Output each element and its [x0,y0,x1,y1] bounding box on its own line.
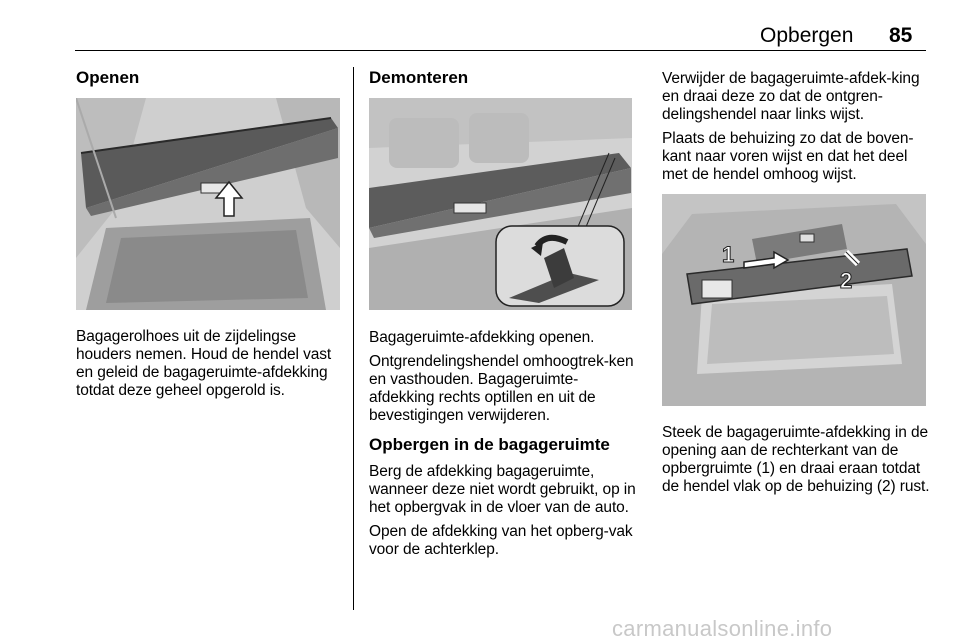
demonteren-step-1: Bagageruimte-afdekking openen. [369,329,595,346]
page-number: 85 [889,24,913,47]
cover-storage-illustration [662,194,926,406]
column-divider [353,67,354,610]
storage-step-3: Steek de bagageruimte-afdekking in de opening aan de rechterkant van de opbergruimte (1) en draai eraan totdat de hendel vlak op de behuizing (2) rust. [662,424,930,495]
callout-1-label: 1 [722,242,735,267]
page-header-title: Opbergen [760,24,854,47]
section-heading-demonteren: Demonteren [369,68,469,87]
column-3 [662,70,930,502]
opbergen-paragraph-1: Berg de afdekking bagageruimte, wanneer deze niet wordt gebruikt, op in het opbergvak in de vloer van de auto. [369,463,636,516]
column-1 [76,68,344,406]
section-heading-opbergen: Opbergen in de bagageruimte [369,435,610,454]
column-2 [369,68,637,565]
cargo-cover-open-illustration [76,98,340,310]
storage-step-2: Plaats de behuizing zo dat de boven-kant naar voren wijst en dat het deel met de hendel omhoog wijst. [662,130,914,183]
cargo-cover-removal-illustration [369,98,632,310]
callout-2-label: 2 [840,268,853,293]
storage-step-1: Verwijder de bagageruimte-afdek-king en draai deze zo dat de ontgren-delingshendel naar links wijst. [662,70,920,123]
watermark: carmanualsonline.info [612,616,833,641]
header-rule [75,50,926,51]
section-heading-openen: Openen [76,68,140,87]
opbergen-paragraph-2: Open de afdekking van het opberg-vak voor de achterklep. [369,523,633,558]
openen-paragraph: Bagagerolhoes uit de zijdelingse houders nemen. Houd de hendel vast en geleid de bagageruimte-afdekking totdat deze geheel opgerold is. [76,328,332,399]
demonteren-step-2: Ontgrendelingshendel omhoogtrek-ken en vasthouden. Bagageruimte-afdekking rechts optillen en uit de bevestigingen verwijderen. [369,353,634,424]
